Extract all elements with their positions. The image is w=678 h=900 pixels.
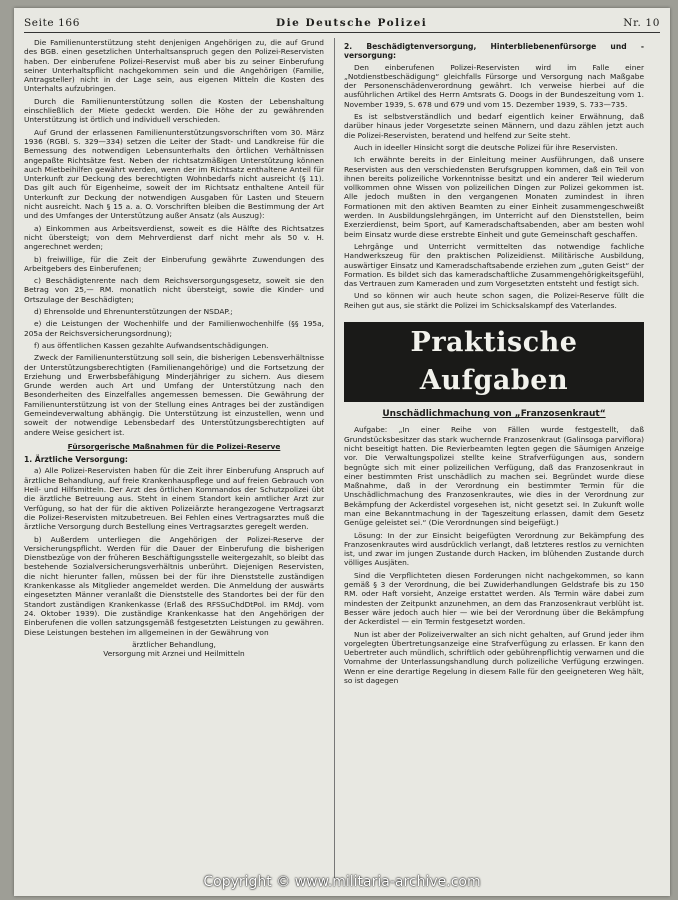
subsection-heading: 2. Beschädigtenversorgung, Hinterbliebenenfürsorge und -versorgung: [344,42,644,61]
paragraph: Und so können wir auch heute schon sagen, die Polizei-Reserve füllt die Reihen gut aus, sie stärkt die Polizei im Schicksalskampf des Vaterlandes. [344,291,644,310]
left-column [24,38,324,658]
paragraph: b) Außerdem unterliegen die Angehörigen der Polizei-Reserve der Versicherungspflicht. Werden für die Dauer der Einberufung die bisherigen Dienstbezüge von der früheren Beschäftigungsstelle weitergezahlt, so bleibt das bestehende Sozialversicherungsverhältnis unberührt. Diejenigen Reservisten, die nicht hierunter fallen, müssen bei der für ihre Dienststelle zuständigen Krankenkasse als Mitglieder angemeldet werden. Die Anmeldung der auswärts eingesetzten Männer veranlaßt die Dienststelle des Standortes bei der für den Standort zuständigen Krankenkasse (Erlaß des RFSSuChdDtPol. im RMdJ. vom 24. Oktober 1939). Die zuständige Krankenkasse hat den Angehörigen der Einberufenen die vollen satzungsgemäß festgesetzten Leistungen zu gewähren. Diese Leistungen bestehen im allgemeinen in der Gewährung von [24,534,324,637]
list-item: b) freiwillige, für die Zeit der Einberufung gewährte Zuwendungen des Arbeitgebers des Einberufenen; [24,254,324,273]
paragraph: Ich erwähnte bereits in der Einleitung meiner Ausführungen, daß unsere Reservisten aus den verschiedensten Berufsgruppen kommen, daß ein Teil von ihnen bereits polizeiliche Vorkenntnisse besitzt und ein anderer Teil wiederum vollkommen ohne Wissen von polizeilichen Dingen zur Polizei gekommen ist. Alle jedoch mußten in den vergangenen Monaten zumindest in ihren Formationen mit den aktiven Beamten zu einer Einheit zusammengeschweißt werden. In Ausbildungslehrgängen, im Unterricht auf den Dienststellen, beim Exerzierdienst, beim Sport, auf Kameradschaftsabenden, aber am besten wohl beim Einsatz wurde diese erstrebte Einheit und gute Gemeinschaft geschaffen. [344,155,644,239]
list-item: f) aus öffentlichen Kassen gezahlte Aufwandsentschädigungen. [34,340,269,350]
paragraph: Lösung: In der zur Einsicht beigefügten Verordnung zur Bekämpfung des Franzosenkrautes wird ausdrücklich verlangt, daß letzteres restlos zu vernichten ist, und zwar im jungen Zustande durch Hacken, im blühenden Zustande durch völliges Ausjäten. [344,530,644,568]
paragraph: Die Familienunterstützung steht denjenigen Angehörigen zu, die auf Grund des BGB. einen gesetzlichen Unterhaltsanspruch gegen den Polizei-Reservisten haben. Der einberufene Polizei-Reservist muß aber bis zu seiner Einberufung seiner Unterhaltspflicht nachgekommen sein und die Angehörigen (Familie, Antragsteller) nicht in der Lage sein, aus eigenen Mitteln die Kosten des Unterhalts aufzubringen. [24,38,324,94]
section-banner: Praktische Aufgaben [344,322,644,402]
issue-number: Nr. 10 [623,17,660,29]
magazine-title: Die Deutsche Polizei [276,17,428,29]
list-item: a) Einkommen aus Arbeitsverdienst, soweit es die Hälfte des Richtsatzes nicht übersteigt; von dem Mehrverdienst darf nicht mehr als 50 v. H. angerechnet werden; [24,223,324,252]
paragraph: Aufgabe: „In einer Reihe von Fällen wurde festgestellt, daß Grundstücksbesitzer das stark wuchernde Franzosenkraut (Galinsoga parviflora) nicht beseitigt hatten. Die Revierbeamten legten gegen die Säumigen Anzeige vor. Die Verwaltungspolizei stellte keine Strafverfügungen aus, sondern begnügte sich mit einer polizeilichen Verfügung, daß das Franzosenkraut in einer bestimmten Frist unschädlich zu machen sei. Begründet wurde diese Maßnahme, daß in der Verordnung ein bestimmter Termin für die Unschädlichmachung des Franzosenkrautes, wie dies in der Verordnung zur Bekämpfung der Ackerdistel vorgesehen ist, nicht gesetzt sei. In Zukunft wolle man eine Bekanntmachung in der Tageszeitung erlassen, damit dem Gesetz Genüge geleistet sei.“ (Die Verordnungen sind beigefügt.) [344,425,644,528]
paragraph: Es ist selbstverständlich und bedarf eigentlich keiner Erwähnung, daß darüber hinaus jeder Vorgesetzte seinen Männern, und dazu zählen jetzt auch die Polizei-Reservisten, beratend und helfend zur Seite steht. [344,112,644,140]
page-number-left: Seite 166 [24,17,80,29]
paragraph: Lehrgänge und Unterricht vermittelten das notwendige fachliche Handwerkszeug für den praktischen Polizeidienst. Militärische Ausbildung, auswärtiger Einsatz und Kameradschaftsabende erziehen zum „guten Geist“ der Formation. Es bildet sich das kameradschaftliche Zusammengehörigkeitsgefühl, das Vertrauen zum Kameraden und zum Vorgesetzten entsteht und festigt sich. [344,241,644,289]
header-rule [24,32,660,33]
right-column [344,38,644,688]
paragraph: Auf Grund der erlassenen Familienunterstützungsvorschriften vom 30. März 1936 (RGBl. S. 329—334) setzen die Leiter der Stadt- und Landkreise für die Bemessung des notwendigen Lebensunterhalts den örtlichen Verhältnissen angepaßte Richtsätze fest. Neben der richtsatzmäßigen Unterstützung können auch Mietbeihilfen gewährt werden, wenn der im Richtsatz enthaltene Anteil für Unterkunft zur Deckung des berechtigten Wohnbedarfs nicht ausreicht (§ 11). Das gilt auch für Eigenheime, soweit der im Richtsatz enthaltene Anteil für Unterkunft zur Deckung der notwendigen Ausgaben für Lasten und Steuern nicht ausreicht. Nach § 15 a. a. O. Vorschriften bleiben die Bestimmung der Art und des Umfanges der Unterstützung außer Ansatz (als Auszug): [24,127,324,221]
paragraph: Zweck der Familienunterstützung soll sein, die bisherigen Lebensverhältnisse der Unterstützungsberechtigten (Familienangehörige) und die Fortsetzung der Erziehung und Erwerbsbefähigung Minderjähriger zu sichern. Aus diesem Grunde werden auch Art und Umfang der Unterstützung nach den Besonderheiten des Einzelfalles angemessen bemessen. Die Gewährung der Familienunterstützung ist von der Stellung eines Antrages bei der zuständigen Gemeindeverwaltung abhängig. Die Unterstützung ist einzustellen, wenn und soweit der notwendige Lebensbedarf des Unterstützungsberechtigten auf andere Weise gesichert ist. [24,353,324,437]
list-item: e) die Leistungen der Wochenhilfe und der Familienwochenhilfe (§§ 195a, 205a der Reichsversicherungsordnung); [24,319,324,338]
column-divider [334,38,335,883]
paragraph: Nun ist aber der Polizeiverwalter an sich nicht gehalten, auf Grund jeder ihm vorgelegten Übertretungsanzeige eine Strafverfügung zu erlassen. Er kann den Uebertreter auch mündlich, schriftlich oder gebührenpflichtig verwarnen und die Vornahme der Unterlassungshandlung durch polizeiliche Verfügung erzwingen. Wenn er eine derartige Regelung in diesem Falle für den geeigneteren Weg hält, so ist dagegen [344,629,644,686]
paragraph: Auch in ideeller Hinsicht sorgt die deutsche Polizei für ihre Reservisten. [354,142,618,152]
magazine-page [14,8,670,896]
article-title: Unschädlichmachung von „Franzosenkraut“ [382,409,606,420]
list-line: Versorgung mit Arznei und Heilmitteln [103,649,245,659]
list-item: d) Ehrensolde und Ehrenunterstützungen der NSDAP.; [34,307,233,317]
paragraph: Durch die Familienunterstützung sollen die Kosten der Lebenshaltung einschließlich der Miete gedeckt werden. Die Höhe der zu gewährenden Unterstützung ist örtlich und individuell verschieden. [24,96,324,125]
list-line: ärztlicher Behandlung, [132,639,216,649]
section-heading: Fürsorgerische Maßnahmen für die Polizei-Reserve [67,441,281,451]
paragraph: Den einberufenen Polizei-Reservisten wird im Falle einer „Notdienstbeschädigung“ gleichfalls Fürsorge und Versorgung nach Maßgabe der Personenschädenverordnung gewährt. Ich verweise hierbei auf die ausführlichen Artikel des Herrn Amtsrats G. Doogs in der Bundeszeitung vom 1. November 1939, S. 678 und 679 und vom 15. Dezember 1939, S. 733—735. [344,62,644,109]
paragraph: a) Alle Polizei-Reservisten haben für die Zeit ihrer Einberufung Anspruch auf ärztliche Behandlung, auf freie Krankenhauspflege und auf freien Gebrauch von Heil- und Hilfsmitteln. Der Arzt des örtlichen Kommandos der Schutzpolizei übt die ärztliche Betreuung aus. Steht in einem Standort kein amtlicher Arzt zur Verfügung, so hat der für die aktiven Polizeiärzte herangezogene Vertragsarzt die Polizei-Reservisten mitzubetreuen. Bei Fehlen eines Vertragsarztes muß die ärztliche Versorgung durch Bestellung eines Vertragsarztes geregelt werden. [24,466,324,532]
running-header [24,16,660,30]
paragraph: Sind die Verpflichteten diesen Forderungen nicht nachgekommen, so kann gemäß § 3 der Verordnung, die bei Zuwiderhandlungen Geldstrafe bis zu 150 RM. oder Haft vorsieht, Anzeige erstattet werden. Als Termin wäre dabei zum mindesten der Zeitpunkt anzunehmen, an dem das Franzosenkraut verblüht ist. Besser wäre jedoch auch hier — wie bei der Verordnung über die Bekämpfung der Ackerdistel — ein Termin festgesetzt worden. [344,570,644,627]
list-item: c) Beschädigtenrente nach dem Reichsversorgungsgesetz, soweit sie den Betrag von 25,— RM. monatlich nicht übersteigt, sowie die Kinder- und Ortszulage der Beschädigten; [24,276,324,304]
copyright-watermark: Copyright © www.militaria-archive.com [203,874,481,890]
subsection-heading: 1. Ärztliche Versorgung: [24,455,128,465]
